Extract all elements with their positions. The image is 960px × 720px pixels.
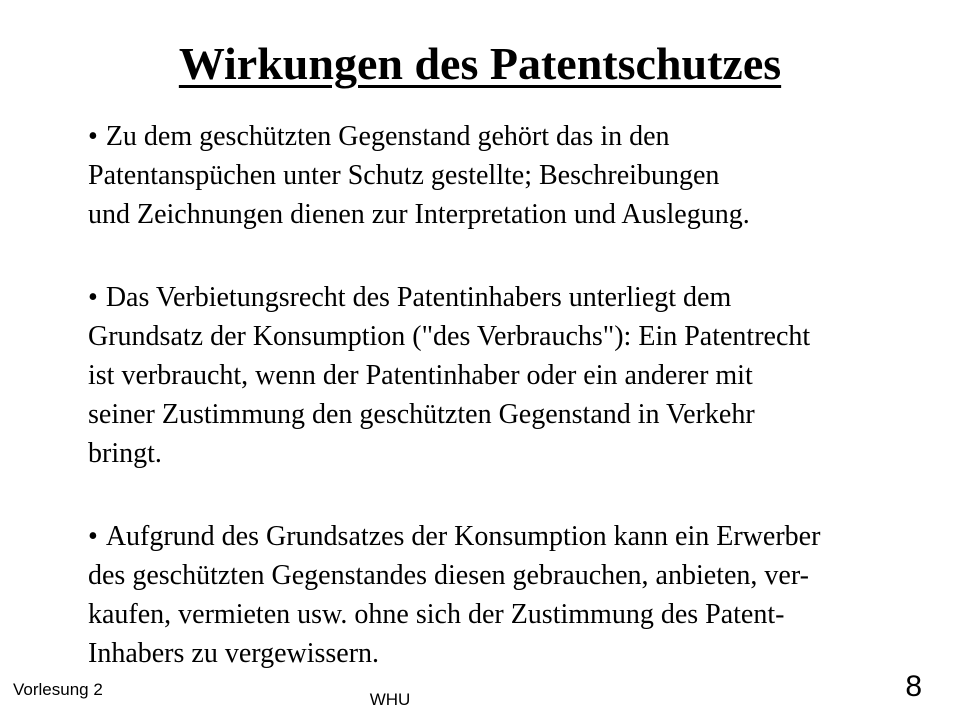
slide-title-text: Wirkungen des Patentschutzes <box>178 38 782 89</box>
bullet-text: Zu dem geschützten Gegenstand gehört das in den Patentanspüchen unter Schutz gestellte; Beschreibungen und Zeichnungen dienen zur Interpretation und Auslegung. <box>88 121 750 230</box>
bullet-text: Aufgrund des Grundsatzes der Konsumption kann ein Erwerber des geschützten Gegenstandes diesen gebrauchen, anbieten, ver- kaufen, vermieten usw. ohne sich der Zustimmung des Patent- Inhabers zu vergewissern. <box>88 521 821 669</box>
bullet-text: Das Verbietungsrecht des Patentinhabers unterliegt dem Grundsatz der Konsumption ("des Verbrauchs"): Ein Patentrecht ist verbraucht, wenn der Patentinhaber oder ein anderer mit seiner Zustimmung den geschützten Gegenstand in Verkehr bringt. <box>88 282 811 469</box>
page-number: 8 <box>905 670 922 703</box>
footer-lecture-label: Vorlesung 2 <box>13 680 103 699</box>
bullet-item <box>88 517 938 673</box>
bullet-icon: • <box>88 121 98 152</box>
bullet-item <box>88 117 938 234</box>
footer-institution-label: WHU <box>369 690 411 709</box>
bullet-item <box>88 278 938 473</box>
bullet-list <box>88 117 938 673</box>
bullet-icon: • <box>88 521 98 552</box>
slide-title <box>0 38 960 91</box>
bullet-icon: • <box>88 282 98 313</box>
